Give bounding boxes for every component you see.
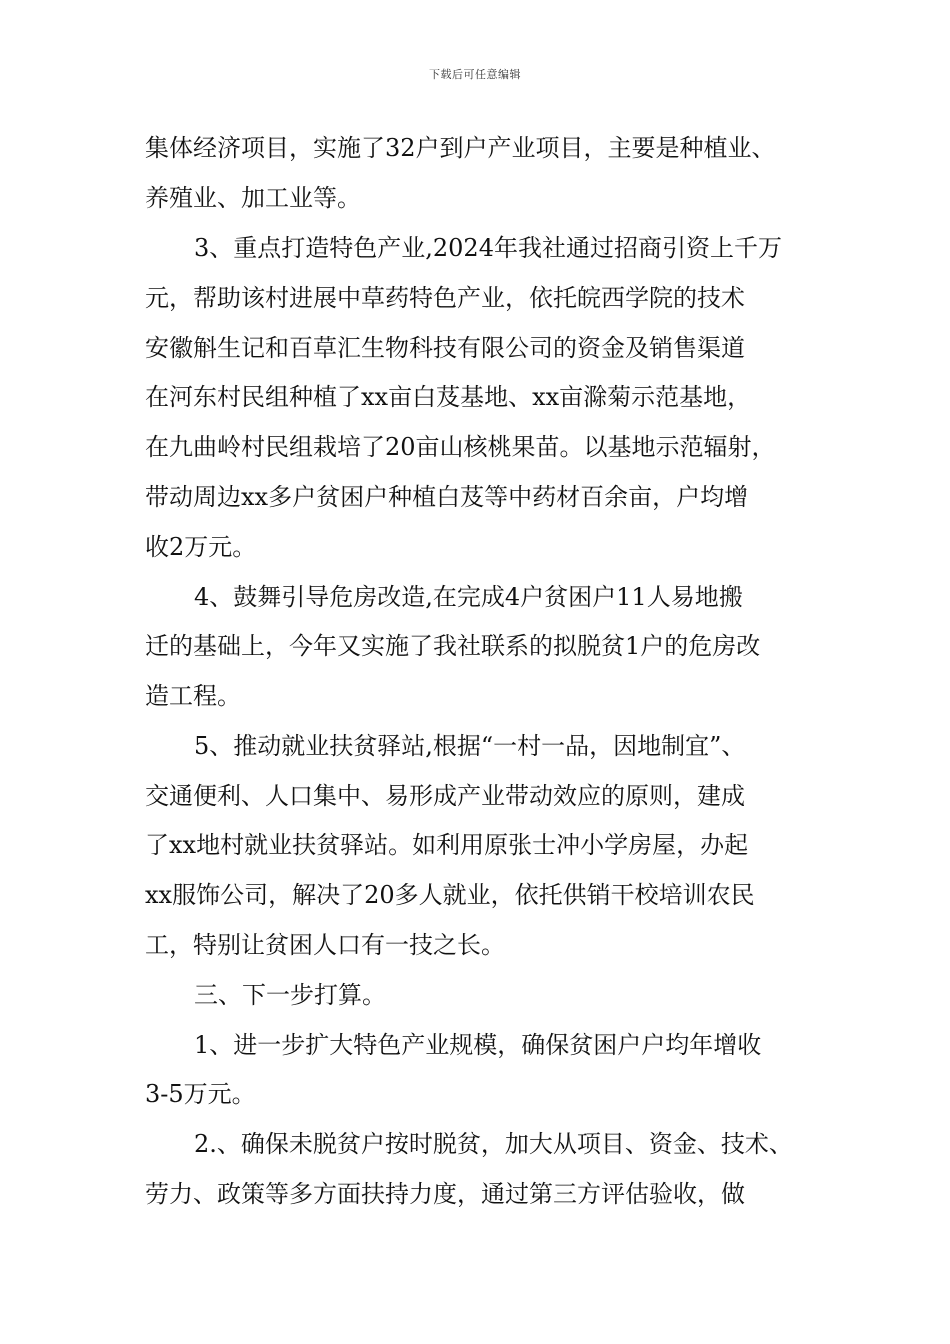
section-heading: 三、下一步打算。 bbox=[194, 981, 386, 1009]
body-text-line: 5、推动就业扶贫驿站,根据“一村一品，因地制宜”、 bbox=[194, 732, 746, 760]
body-text-line: 3、重点打造特色产业,2024年我社通过招商引资上千万 bbox=[194, 234, 782, 262]
body-text-line: 在九曲岭村民组栽培了20亩山核桃果苗。以基地示范辐射， bbox=[145, 433, 776, 461]
body-text-line: xx服饰公司，解决了20多人就业，依托供销干校培训农民 bbox=[145, 881, 755, 909]
body-text-line: 元，帮助该村进展中草药特色产业，依托皖西学院的技术 bbox=[145, 284, 745, 312]
page-header: 下载后可任意编辑 bbox=[429, 68, 521, 81]
body-text-line: 集体经济项目，实施了32户到户产业项目，主要是种植业、 bbox=[145, 134, 776, 162]
body-text-line: 劳力、政策等多方面扶持力度，通过第三方评估验收，做 bbox=[145, 1180, 745, 1208]
body-text-line: 2.、确保未脱贫户按时脱贫，加大从项目、资金、技术、 bbox=[194, 1130, 793, 1158]
body-text-line: 造工程。 bbox=[145, 682, 241, 710]
body-text-line: 4、鼓舞引导危房改造,在完成4户贫困户11人易地搬 bbox=[194, 583, 743, 611]
body-text-line: 工，特别让贫困人口有一技之长。 bbox=[145, 931, 505, 959]
body-text-line: 了xx地村就业扶贫驿站。如利用原张士冲小学房屋，办起 bbox=[145, 831, 749, 859]
body-text-line: 在河东村民组种植了xx亩白芨基地、xx亩滁菊示范基地， bbox=[145, 383, 752, 411]
body-text-line: 养殖业、加工业等。 bbox=[145, 184, 361, 212]
body-text-line: 迁的基础上，今年又实施了我社联系的拟脱贫1户的危房改 bbox=[145, 632, 761, 660]
body-text-line: 3-5万元。 bbox=[145, 1080, 256, 1108]
body-text-line: 1、进一步扩大特色产业规模，确保贫困户户均年增收 bbox=[194, 1031, 762, 1059]
body-text-line: 交通便利、人口集中、易形成产业带动效应的原则，建成 bbox=[145, 782, 745, 810]
body-text-line: 安徽斛生记和百草汇生物科技有限公司的资金及销售渠道 bbox=[145, 334, 745, 362]
body-text-line: 收2万元。 bbox=[145, 533, 257, 561]
body-text-line: 带动周边xx多户贫困户种植白芨等中药材百余亩，户均增 bbox=[145, 483, 749, 511]
